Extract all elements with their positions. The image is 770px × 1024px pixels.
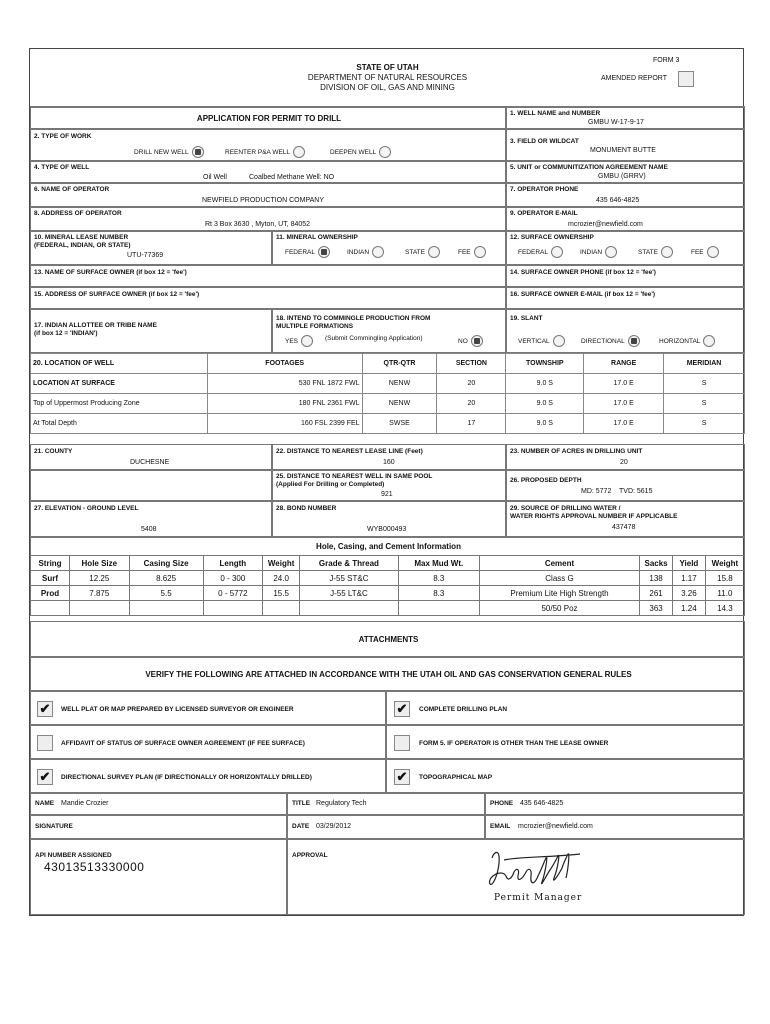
field-6-cell <box>30 183 506 207</box>
deepen-label: DEEPEN WELL <box>330 148 377 156</box>
verify-cell <box>30 657 745 691</box>
township-value: 9.0 S <box>506 374 584 394</box>
location-header-row <box>31 354 745 374</box>
amended-report-label: AMENDED REPORT <box>601 75 667 82</box>
commingle-yes-option[interactable] <box>285 335 313 347</box>
mineral-federal-radio[interactable] <box>318 246 330 258</box>
casing-title: Hole, Casing, and Cement Information <box>316 542 461 551</box>
field-6-label: 6. NAME OF OPERATOR <box>34 186 110 193</box>
directional-survey-label: DIRECTIONAL SURVEY PLAN (IF DIRECTIONALLY OR HORIZONTALLY DRILLED) <box>61 774 312 781</box>
well-type-value: Oil Well <box>203 174 227 181</box>
hole-size-value: 7.875 <box>70 586 130 601</box>
phone-label: PHONE <box>490 800 514 807</box>
phone-cell <box>485 793 745 815</box>
surface-fee-radio[interactable] <box>707 246 719 258</box>
county-value: DUCHESNE <box>130 459 170 466</box>
operator-email-value: mcrozier@newfield.com <box>568 221 643 228</box>
field-3-label: 3. FIELD OR WILDCAT <box>510 138 579 145</box>
string-value: Surf <box>31 571 70 586</box>
email-cell <box>485 815 745 839</box>
hole-size-value: 12.25 <box>70 571 130 586</box>
attachments-title: ATTACHMENTS <box>358 635 419 644</box>
location-name: LOCATION AT SURFACE <box>31 374 208 394</box>
length-value: 0 - 5772 <box>203 586 263 601</box>
field-11-label: 11. MINERAL OWNERSHIP <box>276 234 358 241</box>
operator-name-value: NEWFIELD PRODUCTION COMPANY <box>202 197 324 204</box>
form-5-checkbox[interactable] <box>394 735 410 751</box>
field-5-cell <box>506 161 745 183</box>
attachment-1-cell <box>30 691 386 725</box>
deepen-radio[interactable] <box>379 146 391 158</box>
field-name-value: MONUMENT BUTTE <box>590 147 656 154</box>
surface-indian-option[interactable] <box>580 246 617 258</box>
yield-value: 3.26 <box>672 586 705 601</box>
form-header <box>30 49 745 107</box>
mineral-indian-label: INDIAN <box>347 248 370 256</box>
sacks-value: 261 <box>640 586 673 601</box>
yield-value: 1.17 <box>672 571 705 586</box>
yield-value: 1.24 <box>672 601 705 616</box>
mineral-federal-label: FEDERAL <box>285 248 315 256</box>
field-23-label: 23. NUMBER OF ACRES IN DRILLING UNIT <box>510 448 643 455</box>
casing-size-header: Casing Size <box>129 556 203 571</box>
name-value: Mandie Crozier <box>61 800 109 807</box>
bond-number-value: WYB000493 <box>367 526 407 533</box>
slant-directional-label: DIRECTIONAL <box>581 337 625 345</box>
qtr-qtr-value: NENW <box>362 374 437 394</box>
field-2-label: 2. TYPE OF WORK <box>34 133 92 140</box>
field-18-sublabel: MULTIPLE FORMATIONS <box>276 323 354 330</box>
topographical-map-checkbox[interactable]: ✔ <box>394 769 410 785</box>
string-value: Prod <box>31 586 70 601</box>
cement-value: Class G <box>479 571 639 586</box>
name-label: NAME <box>35 800 55 807</box>
casing-size-value: 5.5 <box>129 586 203 601</box>
mineral-fee-radio[interactable] <box>474 246 486 258</box>
field-8-label: 8. ADDRESS OF OPERATOR <box>34 210 122 217</box>
slant-horizontal-label: HORIZONTAL <box>659 337 701 345</box>
surface-federal-option[interactable] <box>518 246 563 258</box>
well-plat-label: WELL PLAT OR MAP PREPARED BY LICENSED SURVEYOR OR ENGINEER <box>61 706 294 713</box>
attachment-2-cell <box>386 691 745 725</box>
township-value: 9.0 S <box>506 394 584 414</box>
field-15-cell <box>30 287 506 309</box>
approval-cell <box>287 839 745 915</box>
casing-header-row <box>31 556 745 571</box>
length-value: 0 - 300 <box>203 571 263 586</box>
date-value: 03/29/2012 <box>316 823 352 830</box>
proposed-depth-value: MD: 5772 TVD: 5615 <box>581 488 653 495</box>
grade-thread-value: J-55 ST&C <box>300 571 399 586</box>
surface-indian-radio[interactable] <box>605 246 617 258</box>
surface-indian-label: INDIAN <box>580 248 603 256</box>
grade-thread-value <box>300 601 399 616</box>
affidavit-label: AFFIDAVIT OF STATUS OF SURFACE OWNER AGREEMENT (IF FEE SURFACE) <box>61 740 305 747</box>
api-number-value: 43013513330000 <box>44 860 145 874</box>
commingle-note <box>325 335 423 342</box>
topographical-map-label: TOPOGRAPHICAL MAP <box>419 774 493 781</box>
max-mud-header: Max Mud Wt. <box>398 556 479 571</box>
attachment-5-cell <box>30 759 386 793</box>
township-value: 9.0 S <box>506 414 584 434</box>
footages-header: FOOTAGES <box>207 354 362 374</box>
mineral-state-option[interactable] <box>405 246 440 258</box>
max-mud-value: 8.3 <box>398 571 479 586</box>
blank-cell <box>30 470 272 501</box>
cement-weight-value: 11.0 <box>705 586 744 601</box>
phone-value: 435 646-4825 <box>520 800 564 807</box>
mineral-federal-option[interactable] <box>285 246 330 258</box>
commingle-note-label: (Submit Commingling Application) <box>325 335 423 342</box>
string-header: String <box>31 556 70 571</box>
drill-new-well-label: DRILL NEW WELL <box>134 148 189 156</box>
field-9-label: 9. OPERATOR E-MAIL <box>510 210 578 217</box>
signature-label: SIGNATURE <box>35 823 73 830</box>
verify-text: VERIFY THE FOLLOWING ARE ATTACHED IN ACCORDANCE WITH THE UTAH OIL AND GAS CONSERVATION GENERAL RULES <box>145 670 632 679</box>
commingle-no-label: NO <box>458 337 468 345</box>
drill-new-well-radio[interactable] <box>192 146 204 158</box>
well-distance-value: 921 <box>381 491 393 498</box>
section-header: SECTION <box>437 354 506 374</box>
hole-size-header: Hole Size <box>70 556 130 571</box>
weight-value: 24.0 <box>263 571 300 586</box>
drilling-plan-label: COMPLETE DRILLING PLAN <box>419 706 508 713</box>
form-5-label: FORM 5. IF OPERATOR IS OTHER THAN THE LEASE OWNER <box>419 740 609 747</box>
field-12-label: 12. SURFACE OWNERSHIP <box>510 234 594 241</box>
field-17-cell <box>30 309 272 353</box>
field-17-label: 17. INDIAN ALLOTTEE OR TRIBE NAME <box>34 322 157 329</box>
email-label: EMAIL <box>490 823 511 830</box>
field-12-cell <box>506 231 745 265</box>
form-number: FORM 3 <box>653 57 680 64</box>
approval-label: APPROVAL <box>292 852 328 859</box>
unit-name-value: GMBU (GRRV) <box>598 173 646 180</box>
field-29-label: 29. SOURCE OF DRILLING WATER / <box>510 505 621 512</box>
commingle-yes-radio[interactable] <box>301 335 313 347</box>
range-value: 17.0 E <box>584 374 664 394</box>
field-16-label: 16. SURFACE OWNER E-MAIL (if box 12 = 'fee') <box>510 291 656 298</box>
field-4-cell <box>30 161 506 183</box>
footages-value: 160 FSL 2399 FEL <box>207 414 362 434</box>
location-table <box>30 353 745 434</box>
cement-header: Cement <box>479 556 639 571</box>
grade-thread-header: Grade & Thread <box>300 556 399 571</box>
surface-federal-label: FEDERAL <box>518 248 548 256</box>
permit-form <box>29 48 744 916</box>
sacks-header: Sacks <box>640 556 673 571</box>
cement-weight-value: 14.3 <box>705 601 744 616</box>
application-title: APPLICATION FOR PERMIT TO DRILL <box>196 114 342 123</box>
directional-survey-checkbox[interactable]: ✔ <box>37 769 53 785</box>
field-10-cell <box>30 231 272 265</box>
mineral-state-label: STATE <box>405 248 425 256</box>
field-29-cell <box>506 501 745 537</box>
field-21-cell <box>30 444 272 470</box>
attachment-3-cell <box>30 725 386 759</box>
weight-value <box>263 601 300 616</box>
field-21-label: 21. COUNTY <box>34 448 73 455</box>
mineral-indian-option[interactable] <box>347 246 384 258</box>
field-18-cell <box>272 309 506 353</box>
reenter-option[interactable] <box>225 146 305 158</box>
field-9-cell <box>506 207 745 231</box>
cement-value: 50/50 Poz <box>479 601 639 616</box>
weight-value: 15.5 <box>263 586 300 601</box>
api-cell <box>30 839 287 915</box>
qtr-qtr-value: NENW <box>362 394 437 414</box>
department-title: DEPARTMENT OF NATURAL RESOURCES <box>307 73 468 82</box>
field-10-label: 10. MINERAL LEASE NUMBER <box>34 234 129 241</box>
commingle-no-radio[interactable] <box>471 335 483 347</box>
casing-title-cell <box>30 537 745 555</box>
field-28-cell <box>272 501 506 537</box>
field-7-cell <box>506 183 745 207</box>
mineral-indian-radio[interactable] <box>372 246 384 258</box>
hole-size-value <box>70 601 130 616</box>
field-17-sublabel: (if box 12 = 'INDIAN') <box>34 330 98 337</box>
string-value <box>31 601 70 616</box>
mineral-lease-value: UTU-77369 <box>127 252 164 259</box>
table-row <box>31 414 745 434</box>
casing-size-value <box>129 601 203 616</box>
qtr-qtr-value: SWSE <box>362 414 437 434</box>
cement-value: Premium Lite High Strength <box>479 586 639 601</box>
field-23-cell <box>506 444 745 470</box>
field-22-cell <box>272 444 506 470</box>
division-title: DIVISION OF OIL, GAS AND MINING <box>320 83 455 92</box>
permit-manager-text: Permit Manager <box>494 893 583 903</box>
surface-state-option[interactable] <box>638 246 673 258</box>
slant-vertical-option[interactable] <box>518 335 565 347</box>
slant-vertical-label: VERTICAL <box>518 337 550 345</box>
reenter-label: REENTER P&A WELL <box>225 148 291 156</box>
date-cell <box>287 815 485 839</box>
grade-thread-value: J-55 LT&C <box>300 586 399 601</box>
meridian-header: MERIDIAN <box>664 354 745 374</box>
slant-directional-option[interactable] <box>581 335 640 347</box>
affidavit-checkbox[interactable] <box>37 735 53 751</box>
field-5-label: 5. UNIT or COMMUNITIZATION AGREEMENT NAME <box>510 164 668 171</box>
elevation-value: 5408 <box>141 526 157 533</box>
slant-vertical-radio[interactable] <box>553 335 565 347</box>
lease-distance-value: 160 <box>383 459 395 466</box>
sacks-value: 363 <box>640 601 673 616</box>
field-19-cell <box>506 309 745 353</box>
field-8-cell <box>30 207 506 231</box>
signature-cell <box>30 815 287 839</box>
field-28-label: 28. BOND NUMBER <box>276 505 337 512</box>
field-14-cell <box>506 265 745 287</box>
location-name: At Total Depth <box>31 414 208 434</box>
drill-new-well-option[interactable] <box>134 146 204 158</box>
casing-size-value: 8.625 <box>129 571 203 586</box>
range-value: 17.0 E <box>584 414 664 434</box>
meridian-value: S <box>664 374 745 394</box>
mineral-fee-label: FEE <box>458 248 471 256</box>
field-10-sublabel: (FEDERAL, INDIAN, OR STATE) <box>34 242 131 249</box>
field-19-label: 19. SLANT <box>510 315 543 322</box>
signature-image <box>484 846 604 894</box>
range-value: 17.0 E <box>584 394 664 414</box>
township-header: TOWNSHIP <box>506 354 584 374</box>
deepen-option[interactable] <box>330 146 391 158</box>
attachments-title-cell <box>30 621 745 657</box>
email-value: mcrozier@newfield.com <box>518 823 593 830</box>
field-27-label: 27. ELEVATION - GROUND LEVEL <box>34 505 139 512</box>
yield-header: Yield <box>672 556 705 571</box>
meridian-value: S <box>664 414 745 434</box>
attachment-4-cell <box>386 725 745 759</box>
section-value: 20 <box>437 374 506 394</box>
section-value: 17 <box>437 414 506 434</box>
slant-directional-radio[interactable] <box>628 335 640 347</box>
max-mud-value <box>398 601 479 616</box>
table-row <box>31 571 745 586</box>
weight-header: Weight <box>263 556 300 571</box>
field-25-cell <box>272 470 506 501</box>
table-row <box>31 601 745 616</box>
drilling-plan-checkbox[interactable]: ✔ <box>394 701 410 717</box>
commingle-no-option[interactable] <box>458 335 483 347</box>
date-label: DATE <box>292 823 310 830</box>
title-label: TITLE <box>292 800 311 807</box>
cement-weight-value: 15.8 <box>705 571 744 586</box>
api-label: API NUMBER ASSIGNED <box>35 852 112 859</box>
section-value: 20 <box>437 394 506 414</box>
title-cell <box>287 793 485 815</box>
field-11-cell <box>272 231 506 265</box>
surface-state-label: STATE <box>638 248 658 256</box>
field-25-sublabel: (Applied For Drilling or Completed) <box>276 481 385 488</box>
acres-value: 20 <box>620 459 628 466</box>
operator-address-value: Rt 3 Box 3630 , Myton, UT, 84052 <box>205 221 311 228</box>
surface-federal-radio[interactable] <box>551 246 563 258</box>
field-13-cell <box>30 265 506 287</box>
field-29-sublabel: WATER RIGHTS APPROVAL NUMBER IF APPLICABLE <box>510 513 678 520</box>
field-14-label: 14. SURFACE OWNER PHONE (if box 12 = 'fee') <box>510 269 656 276</box>
surface-fee-label: FEE <box>691 248 704 256</box>
surface-fee-option[interactable] <box>691 246 719 258</box>
field-7-label: 7. OPERATOR PHONE <box>510 186 579 193</box>
field-26-label: 26. PROPOSED DEPTH <box>510 477 582 484</box>
field-3-cell <box>506 129 745 161</box>
water-rights-value: 437478 <box>612 524 636 531</box>
attachment-6-cell <box>386 759 745 793</box>
field-1-label: 1. WELL NAME and NUMBER <box>510 110 601 117</box>
table-row <box>31 394 745 414</box>
amended-report-checkbox[interactable] <box>678 71 694 87</box>
sacks-value: 138 <box>640 571 673 586</box>
well-name-value: GMBU W-17-9-17 <box>588 119 644 126</box>
field-13-label: 13. NAME OF SURFACE OWNER (if box 12 = 'fee') <box>34 269 187 276</box>
title-value: Regulatory Tech <box>316 800 367 807</box>
application-title-cell <box>30 107 506 129</box>
field-26-cell <box>506 470 745 501</box>
footages-value: 180 FNL 2361 FWL <box>207 394 362 414</box>
length-header: Length <box>203 556 263 571</box>
field-2-cell <box>30 129 506 161</box>
table-row <box>31 586 745 601</box>
footages-value: 530 FNL 1872 FWL <box>207 374 362 394</box>
coalbed-value: Coalbed Methane Well: NO <box>249 174 335 181</box>
casing-table <box>30 555 745 616</box>
max-mud-value: 8.3 <box>398 586 479 601</box>
name-cell <box>30 793 287 815</box>
state-title: STATE OF UTAH <box>356 63 419 72</box>
location-header: 20. LOCATION OF WELL <box>31 354 208 374</box>
well-plat-checkbox[interactable]: ✔ <box>37 701 53 717</box>
field-1-cell <box>506 107 745 129</box>
range-header: RANGE <box>584 354 664 374</box>
field-22-label: 22. DISTANCE TO NEAREST LEASE LINE (Feet) <box>276 448 423 455</box>
cement-weight-header: Weight <box>705 556 744 571</box>
operator-phone-value: 435 646-4825 <box>596 197 640 204</box>
qtr-qtr-header: QTR-QTR <box>362 354 437 374</box>
mineral-fee-option[interactable] <box>458 246 486 258</box>
slant-horizontal-option[interactable] <box>659 335 715 347</box>
commingle-yes-label: YES <box>285 337 299 345</box>
surface-state-radio[interactable] <box>661 246 673 258</box>
field-18-label: 18. INTEND TO COMMINGLE PRODUCTION FROM <box>276 315 431 322</box>
slant-horizontal-radio[interactable] <box>703 335 715 347</box>
reenter-radio[interactable] <box>293 146 305 158</box>
field-27-cell <box>30 501 272 537</box>
table-row <box>31 374 745 394</box>
meridian-value: S <box>664 394 745 414</box>
field-15-label: 15. ADDRESS OF SURFACE OWNER (if box 12 = 'fee') <box>34 291 200 298</box>
length-value <box>203 601 263 616</box>
field-25-label: 25. DISTANCE TO NEAREST WELL IN SAME POOL <box>276 473 433 480</box>
field-4-label: 4. TYPE OF WELL <box>34 164 90 171</box>
location-name: Top of Uppermost Producing Zone <box>31 394 208 414</box>
mineral-state-radio[interactable] <box>428 246 440 258</box>
field-16-cell <box>506 287 745 309</box>
